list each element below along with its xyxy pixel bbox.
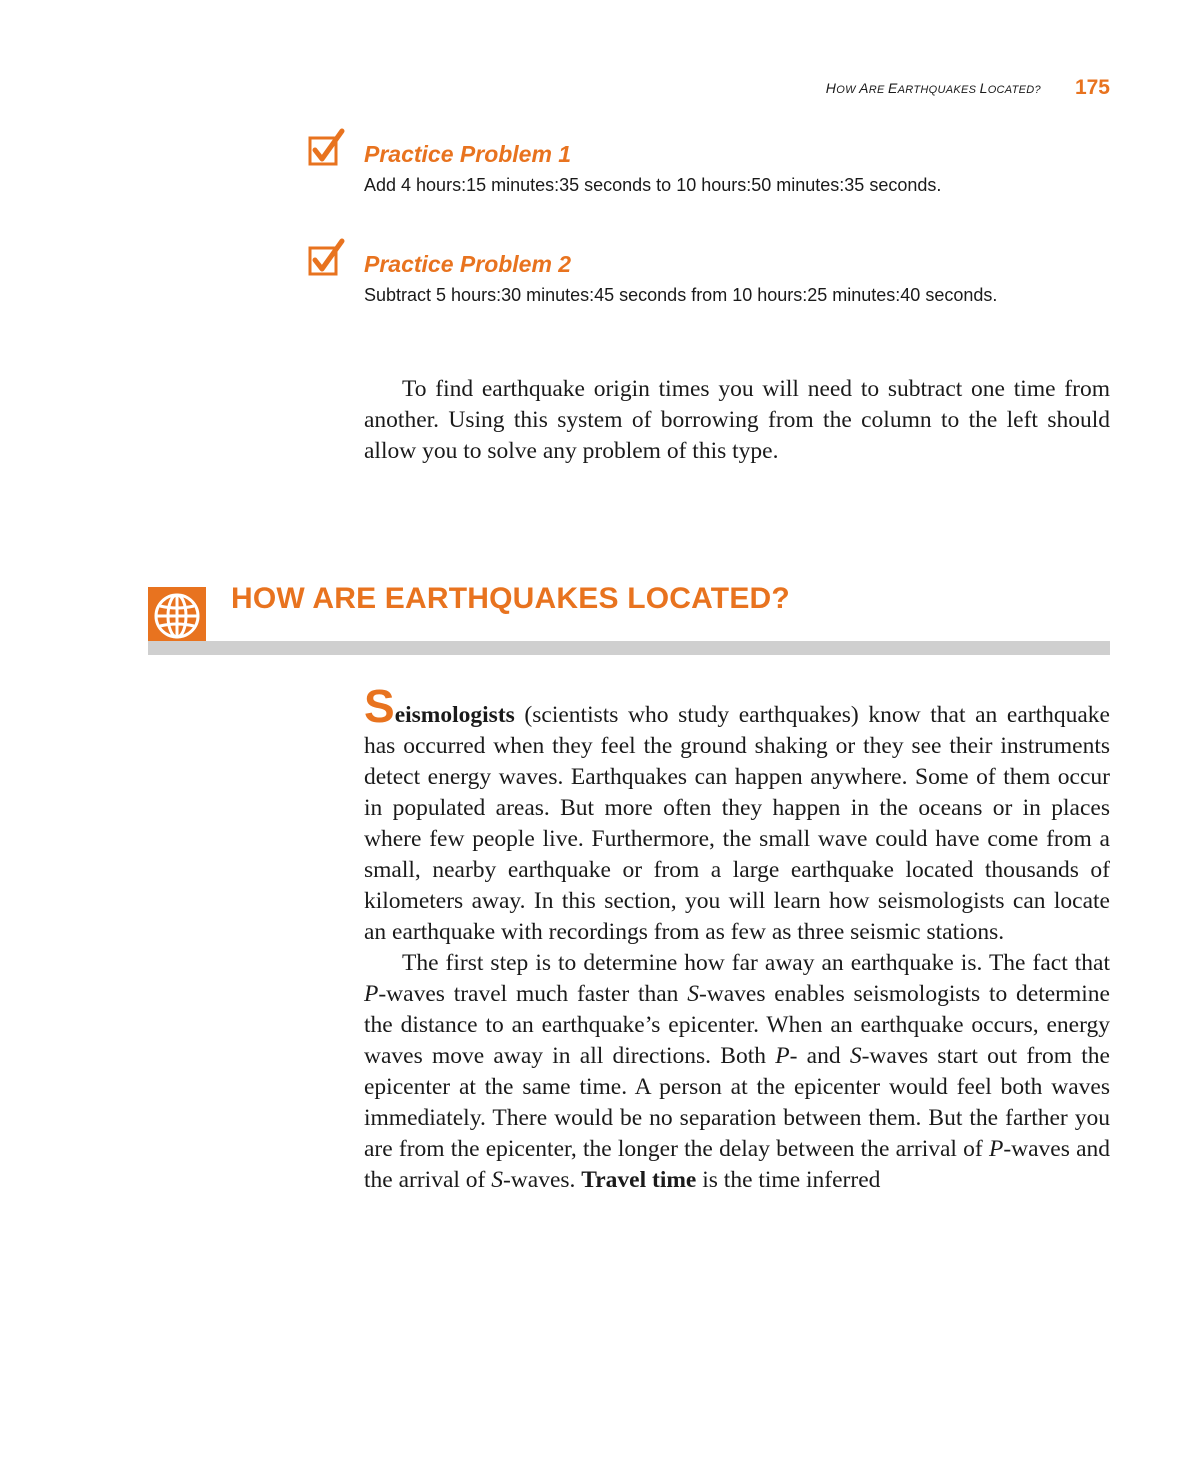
checkbox-check-icon: [308, 128, 352, 168]
paragraph-1: Seismologists (scientists who study earthquakes) know that an earthquake has occurred when they feel the ground shaking or they see their instruments detect energy waves. Earthquakes can happen anywhere. Some of them occur in populated areas. But more often they happen in the oceans or in places where few people live. Furthermore, the small wave could have come from a small, nearby earthquake or from a large earthquake located thousands of kilometers away. In this section, you will learn how seismologists can locate an earthquake with recordings from as few as three seismic stations.: [364, 680, 1110, 945]
section-body: [364, 680, 1111, 1196]
section-heading: HOW ARE EARTHQUAKES LOCATED?: [231, 582, 790, 615]
practice-problem-1-text: Add 4 hours:15 minutes:35 seconds to 10 hours:50 minutes:35 seconds.: [364, 175, 942, 195]
running-head-title: HOW ARE EARTHQUAKES LOCATED?: [825, 80, 1041, 96]
practice-problem-2-text: Subtract 5 hours:30 minutes:45 seconds from 10 hours:25 minutes:40 seconds.: [364, 285, 998, 305]
paragraph-2: The first step is to determine how far away an earthquake is. The fact that P-waves travel much faster than S-waves enables seismologists to determine the distance to an earthquake’s epicenter. When an earthquake occurs, energy waves move away in all directions. Both P- and S-waves start out from the epicenter at the same time. A person at the epicenter would feel both waves immediately. There would be no separation between them. But the farther you are from the epicenter, the longer the delay between the arrival of P-waves and the arrival of S-waves. Travel time is the time inferred: [364, 950, 1111, 1193]
section-rule: [148, 641, 1110, 655]
intro-paragraph: [364, 374, 1110, 467]
key-term-travel-time: Travel time: [581, 1167, 697, 1193]
intro-paragraph-text: To find earthquake origin times you will need to subtract one time from another. Using this system of borrowing from the column to the left should allow you to solve any problem of this type.: [364, 376, 1110, 464]
key-term-seismologists: eismologists: [394, 702, 515, 728]
practice-problem-2-title: Practice Problem 2: [364, 251, 572, 277]
globe-icon: [148, 587, 206, 645]
drop-cap: S: [364, 680, 395, 732]
page-number: 175: [1074, 76, 1110, 99]
practice-problem-1-title: Practice Problem 1: [364, 141, 572, 167]
checkbox-check-icon: [308, 238, 352, 278]
running-head: [600, 76, 1110, 100]
